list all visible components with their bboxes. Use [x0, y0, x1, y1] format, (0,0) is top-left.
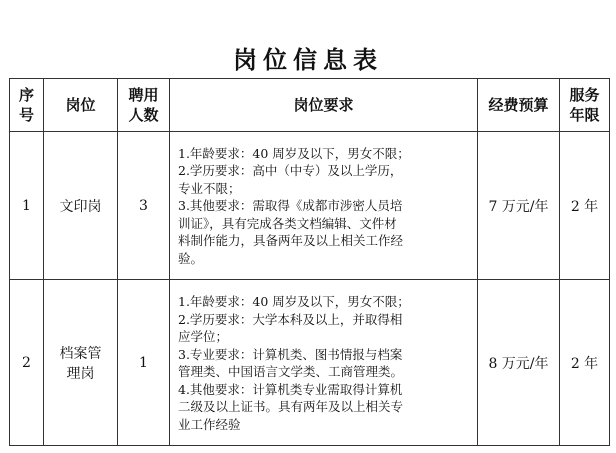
position-info-table [9, 78, 610, 446]
table-row [10, 132, 610, 280]
row-position: 文印岗 [44, 132, 118, 280]
row-index: 1 [10, 132, 44, 280]
header-position: 岗位 [44, 79, 118, 132]
row-term: 2 年 [560, 280, 610, 446]
row-position: 档案管 理岗 [44, 280, 118, 446]
row-index: 2 [10, 280, 44, 446]
header-hire-count: 聘用 人数 [118, 79, 170, 132]
row-hire-count: 3 [118, 132, 170, 280]
row-budget: 7 万元/年 [478, 132, 560, 280]
table-row [10, 280, 610, 446]
header-row [10, 79, 610, 132]
header-index: 序 号 [10, 79, 44, 132]
header-budget: 经费预算 [478, 79, 560, 132]
row-term: 2 年 [560, 132, 610, 280]
table-title: 岗位信息表 [233, 45, 383, 74]
row-requirements: 1.年龄要求：40 周岁及以下，男女不限； 2.学历要求：高中（中专）及以上学历， 专业不限； 3.其他要求：需取得《成都市涉密人员培 训证》，具有完成各类文档编辑、文件材 料制作能力，具备两年及以上相关工作经 验。 [170, 132, 478, 280]
header-term: 服务 年限 [560, 79, 610, 132]
header-requirements: 岗位要求 [170, 79, 478, 132]
row-requirements: 1.年龄要求：40 周岁及以下，男女不限； 2.学历要求：大学本科及以上，并取得相 应学位； 3.专业要求：计算机类、图书情报与档案 管理类、中国语言文学类、工商管理类。 4.其他要求：计算机类专业需取得计算机 二级及以上证书。具有两年及以上相关专 业工作经验 [170, 280, 478, 446]
row-hire-count: 1 [118, 280, 170, 446]
row-budget: 8 万元/年 [478, 280, 560, 446]
